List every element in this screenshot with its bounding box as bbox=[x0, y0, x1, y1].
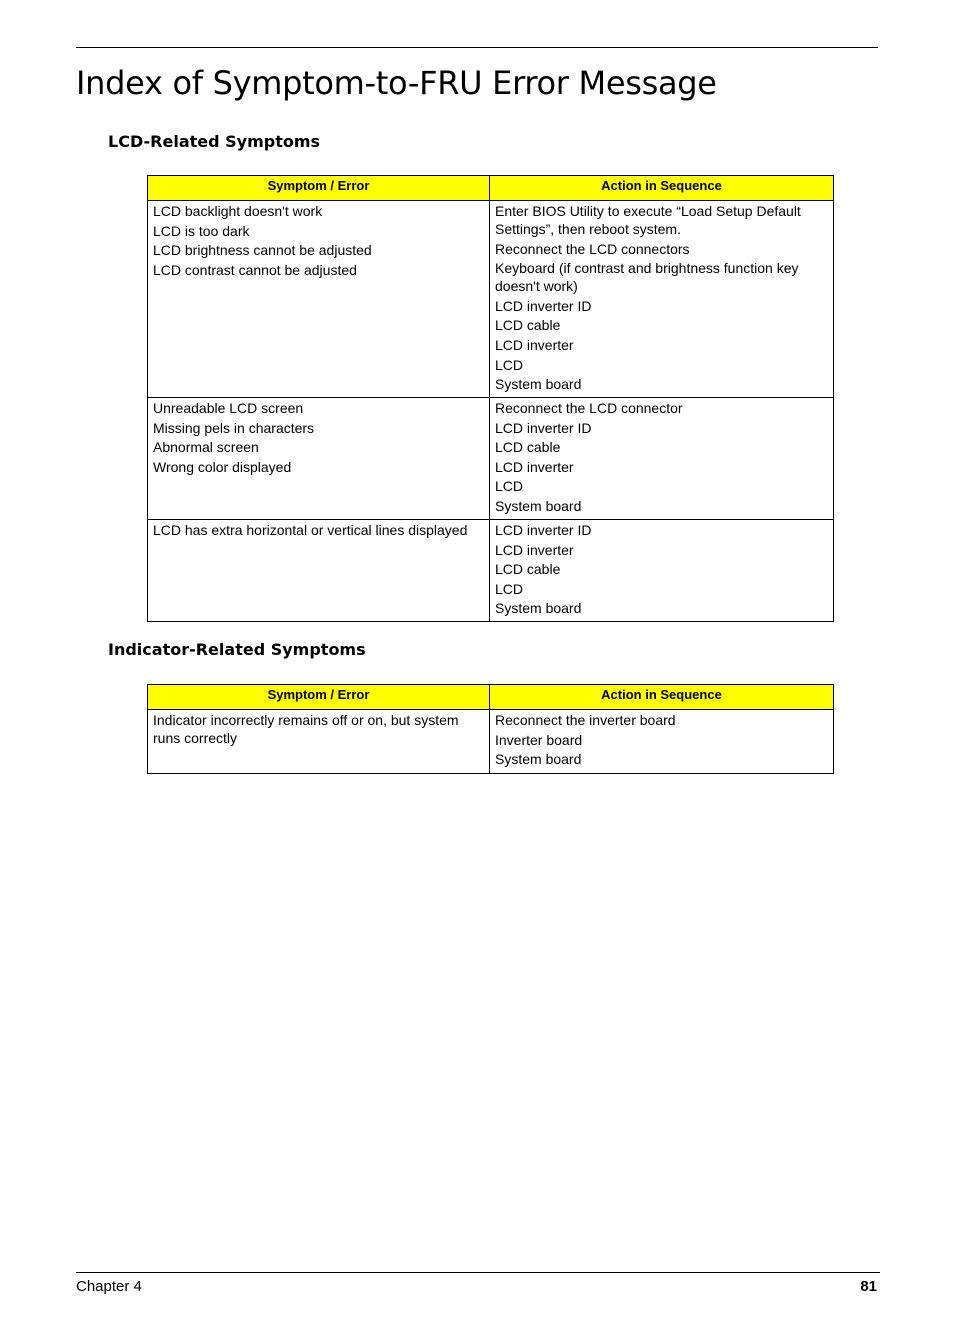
action-line: LCD cable bbox=[495, 317, 561, 334]
column-header-symptom: Symptom / Error bbox=[148, 685, 490, 710]
footer-page-number: 81 bbox=[860, 1278, 877, 1295]
action-line: System board bbox=[495, 751, 582, 768]
symptom-line: LCD brightness cannot be adjusted bbox=[153, 242, 372, 259]
action-line: Inverter board bbox=[495, 731, 583, 748]
footer-chapter: Chapter 4 bbox=[76, 1278, 142, 1295]
action-line: LCD inverter bbox=[495, 336, 574, 353]
action-line: Keyboard (if contrast and brightness function key doesn't work) bbox=[495, 260, 799, 295]
symptom-line: LCD has extra horizontal or vertical lines displayed bbox=[153, 522, 468, 538]
action-line: Reconnect the LCD connector bbox=[495, 400, 683, 416]
table-row bbox=[148, 398, 834, 520]
symptom-line: LCD contrast cannot be adjusted bbox=[153, 261, 357, 278]
footer-rule bbox=[76, 1272, 880, 1273]
action-line: LCD inverter ID bbox=[495, 297, 592, 314]
action-cell bbox=[490, 201, 834, 398]
symptom-line: Unreadable LCD screen bbox=[153, 400, 304, 416]
action-line: LCD bbox=[495, 580, 524, 597]
column-header-symptom: Symptom / Error bbox=[148, 176, 490, 201]
symptom-line: Wrong color displayed bbox=[153, 458, 292, 475]
indicator-symptoms-table bbox=[147, 684, 834, 774]
action-line: LCD bbox=[495, 356, 524, 373]
action-line: System board bbox=[495, 376, 582, 393]
action-cell bbox=[490, 710, 834, 774]
action-line: System board bbox=[495, 497, 582, 514]
action-line: Enter BIOS Utility to execute “Load Setup Default Settings”, then reboot system. bbox=[495, 203, 801, 237]
action-line: LCD inverter bbox=[495, 458, 574, 475]
action-cell bbox=[490, 398, 834, 520]
action-line: Reconnect the inverter board bbox=[495, 712, 676, 728]
column-header-action: Action in Sequence bbox=[490, 685, 834, 710]
action-line: LCD cable bbox=[495, 439, 561, 456]
action-line: LCD bbox=[495, 478, 524, 495]
action-cell bbox=[490, 520, 834, 622]
symptom-line: Abnormal screen bbox=[153, 439, 259, 456]
action-line: LCD inverter ID bbox=[495, 419, 592, 436]
symptom-cell bbox=[148, 201, 490, 398]
symptom-cell bbox=[148, 710, 490, 774]
symptom-cell bbox=[148, 398, 490, 520]
symptom-line: Missing pels in characters bbox=[153, 419, 315, 436]
table-header-row bbox=[148, 685, 834, 710]
table-row bbox=[148, 520, 834, 622]
action-line: Reconnect the LCD connectors bbox=[495, 240, 690, 257]
action-line: LCD inverter ID bbox=[495, 522, 592, 538]
page-title: Index of Symptom-to-FRU Error Message bbox=[76, 64, 717, 102]
symptom-line: Indicator incorrectly remains off or on, but system runs correctly bbox=[153, 712, 459, 746]
column-header-action: Action in Sequence bbox=[490, 176, 834, 201]
top-rule bbox=[76, 47, 878, 48]
section-heading-lcd: LCD-Related Symptoms bbox=[108, 132, 321, 151]
symptom-line: LCD backlight doesn't work bbox=[153, 203, 323, 219]
table-row bbox=[148, 201, 834, 398]
action-line: LCD inverter bbox=[495, 541, 574, 558]
lcd-symptoms-table bbox=[147, 175, 834, 622]
section-heading-indicator: Indicator-Related Symptoms bbox=[108, 640, 366, 659]
symptom-cell bbox=[148, 520, 490, 622]
table-header-row bbox=[148, 176, 834, 201]
symptom-line: LCD is too dark bbox=[153, 222, 250, 239]
action-line: LCD cable bbox=[495, 561, 561, 578]
table-row bbox=[148, 710, 834, 774]
action-line: System board bbox=[495, 600, 582, 617]
